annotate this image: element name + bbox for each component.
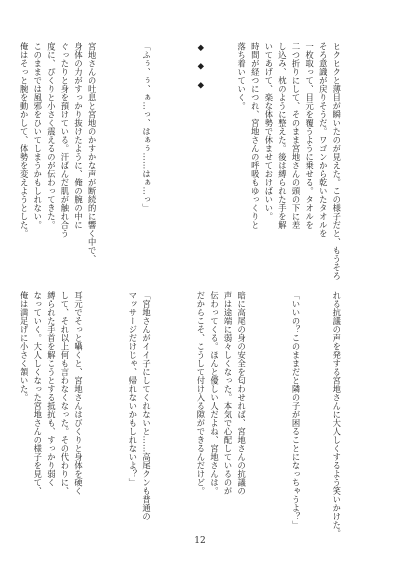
- page-number: 12: [194, 536, 206, 546]
- scene-break-marker: ◆ ◆ ◆: [195, 42, 206, 90]
- dialogue-line: 「いいの？このままだと隣の子が困ることになっちゃうよ？」: [291, 291, 302, 529]
- dialogue-line: 「宮地さんがイイ子にしてくれないと……高尾クンも普通の マッサージだけじゃ、帰れないかもしれないよ？」: [127, 291, 152, 521]
- paragraph: 耳元でそっと囁くと、宮地さんはびくりと身体を硬く して、それ以上何も言わなくなった。その代わりに、 縛られた手首を解こうとする抵抗も、すっかり弱く なっていく。大人しくなった宮地さんの様子を見て、 俺は満足げに小さく頷いた。: [19, 291, 84, 495]
- text-block-upper: [19, 42, 370, 280]
- text-block-lower: [19, 291, 370, 538]
- paragraph: 宮地さんの吐息と宮地のかすかな声が断続的に響く中で、 身体の力がすっかり抜けたように、俺の腕の中に ぐったりと身を預けている。汗ばんだ肌が触れ合う 度に、ぴくりと小さく震えるのが伝わってきた。 このままでは風邪をひいてしまうかもしれない。 俺はそっと腕を動かして、体勢を変えようとした。: [19, 42, 98, 263]
- paragraph: 暗に高尾の身の安全を匂わせれば、宮地さんの抗議の 声は途端に弱々しくなった。本気で心配しているのが 伝わってくる。ほんと優しい人だよね、宮地さんは。 だからこそ、こうして付け入る隙ができるんだけど。: [195, 291, 247, 495]
- paragraph: ヒクヒクと薄目が瞬いたのが見えた。この様子だと、もうそろ そろ意識が戻りそうだ。ワゴンから乾いたタオルを 一枚取って、目元を覆うように乗せる。タオルを 二つ折りにして、そのまま宮地さんの頭の下に差 し込み、枕のように整えた。後は縛られた手を解 いてあげて、楽な体勢で休ませておけばいい。 時間が経つにつれ、宮地さんの呼吸もゆっくりと 落ち着いていく。: [236, 42, 342, 280]
- paragraph: れる抗議の声を発する宮地さんに大人しくするよう笑いかけた。: [331, 291, 342, 538]
- dialogue-line: 「ふぅ、ぅ、ぁ…っ、はぁぅ……はぁ…っ」: [141, 42, 152, 212]
